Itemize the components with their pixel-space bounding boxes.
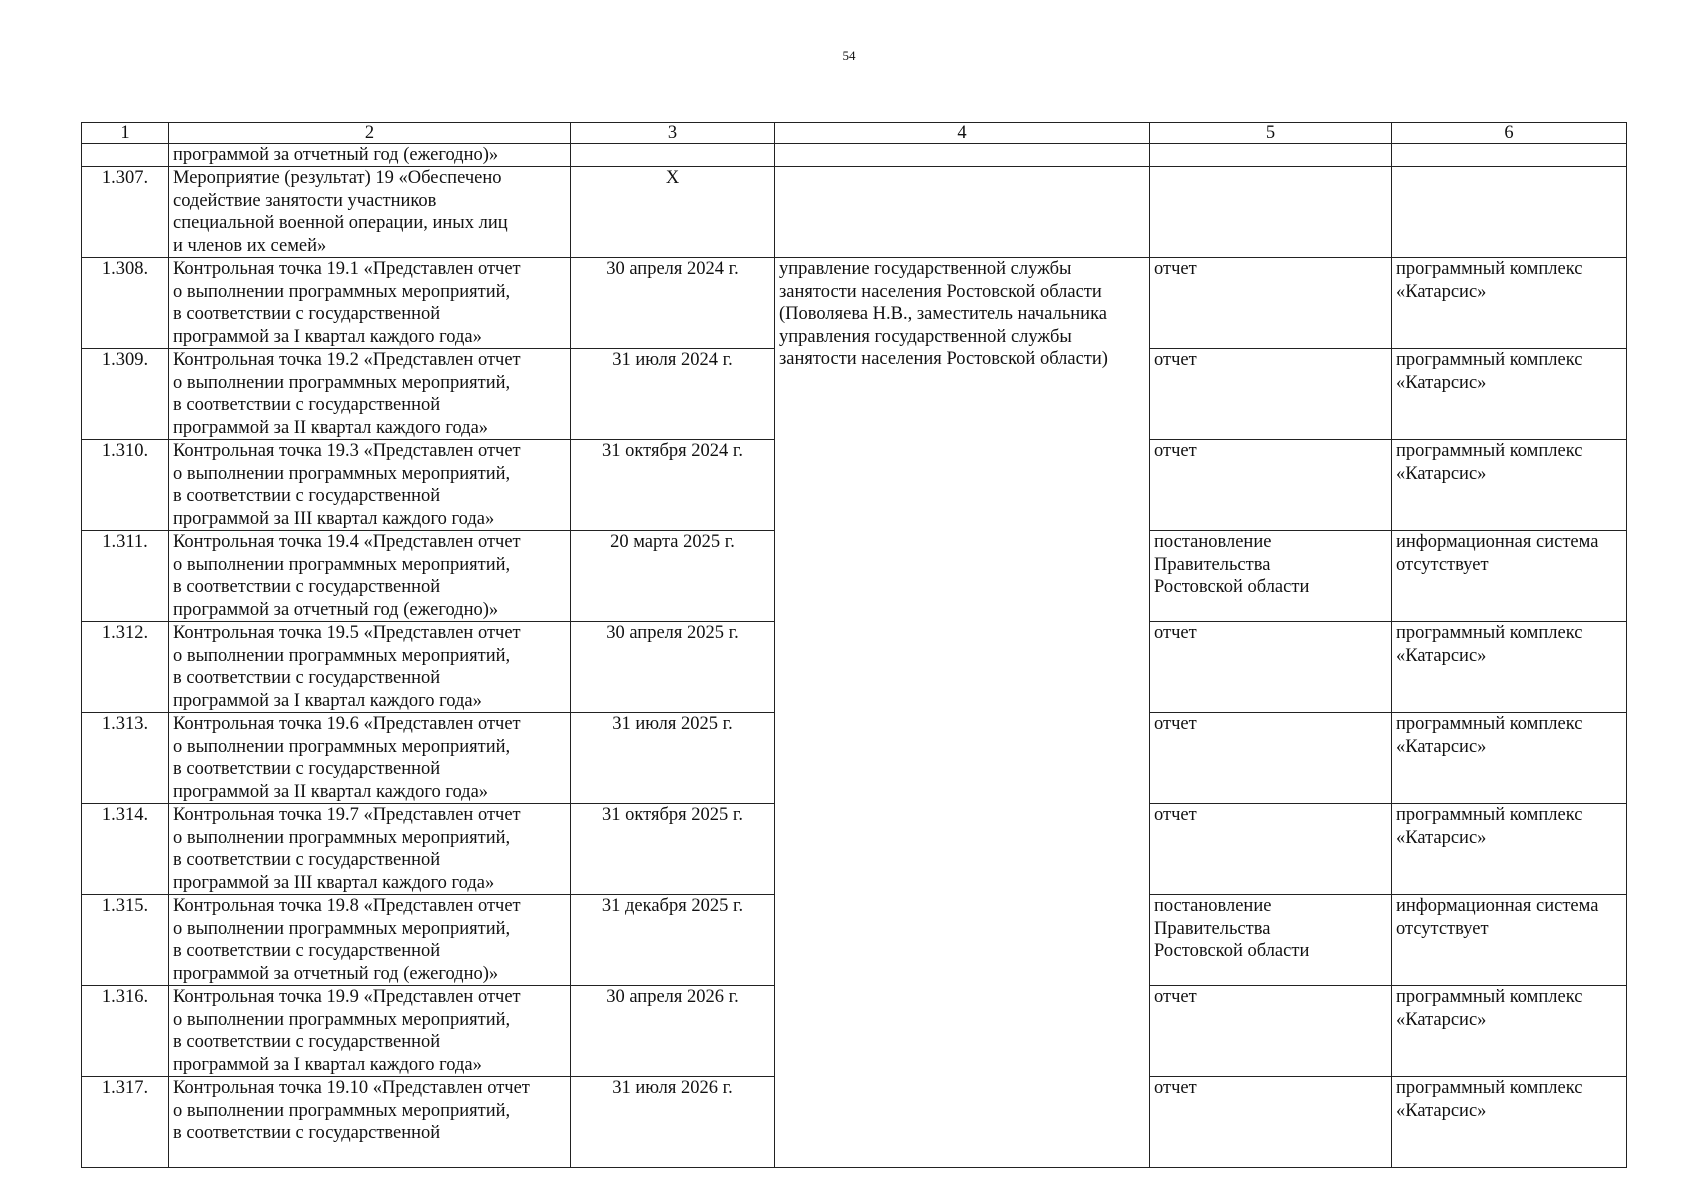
row-number: 1.309. xyxy=(82,349,169,440)
row-document-type: отчет xyxy=(1150,1077,1392,1168)
row-info-system: программный комплекс «Катарсис» xyxy=(1392,1077,1627,1168)
row-date: 31 декабря 2025 г. xyxy=(571,895,775,986)
row-date: 31 июля 2024 г. xyxy=(571,349,775,440)
row-document-type: отчет xyxy=(1150,713,1392,804)
row-document-type: отчет xyxy=(1150,986,1392,1077)
table-body xyxy=(82,123,1627,1168)
row-number: 1.310. xyxy=(82,440,169,531)
row-name: Контрольная точка 19.4 «Представлен отчет о выполнении программных мероприятий, в соответствии с государственной программой за отчетный год (ежегодно)» xyxy=(169,531,571,622)
row-number: 1.313. xyxy=(82,713,169,804)
responsible-executor: управление государственной службы занятости населения Ростовской области (Поволяева Н.В., заместитель начальника управления государственной службы занятости населения Ростовской области) xyxy=(775,258,1150,1168)
control-points-table xyxy=(81,122,1627,1168)
row-number: 1.307. xyxy=(82,167,169,258)
row-number: 1.316. xyxy=(82,986,169,1077)
row-document-type xyxy=(1150,167,1392,258)
row-name: Контрольная точка 19.3 «Представлен отчет о выполнении программных мероприятий, в соответствии с государственной программой за III квартал каждого года» xyxy=(169,440,571,531)
row-number: 1.312. xyxy=(82,622,169,713)
row-name: Контрольная точка 19.5 «Представлен отчет о выполнении программных мероприятий, в соответствии с государственной программой за I квартал каждого года» xyxy=(169,622,571,713)
row-document-type: отчет xyxy=(1150,349,1392,440)
page-number: 54 xyxy=(842,48,856,63)
continuation-row xyxy=(82,144,1627,167)
row-date: 30 апреля 2026 г. xyxy=(571,986,775,1077)
row-info-system: программный комплекс «Катарсис» xyxy=(1392,713,1627,804)
row-name: Контрольная точка 19.9 «Представлен отчет о выполнении программных мероприятий, в соответствии с государственной программой за I квартал каждого года» xyxy=(169,986,571,1077)
row-info-system xyxy=(1392,167,1627,258)
row-document-type: постановление Правительства Ростовской области xyxy=(1150,895,1392,986)
row-document-type: отчет xyxy=(1150,258,1392,349)
column-number: 1 xyxy=(82,123,169,144)
row-document-type: постановление Правительства Ростовской области xyxy=(1150,531,1392,622)
row-info-system: программный комплекс «Катарсис» xyxy=(1392,258,1627,349)
row-date: 31 октября 2025 г. xyxy=(571,804,775,895)
cell-empty xyxy=(775,144,1150,167)
row-document-type: отчет xyxy=(1150,440,1392,531)
cell-empty xyxy=(775,167,1150,258)
row-info-system: информационная система отсутствует xyxy=(1392,531,1627,622)
row-info-system: программный комплекс «Катарсис» xyxy=(1392,349,1627,440)
row-name: Контрольная точка 19.7 «Представлен отчет о выполнении программных мероприятий, в соответствии с государственной программой за III квартал каждого года» xyxy=(169,804,571,895)
row-info-system: программный комплекс «Катарсис» xyxy=(1392,804,1627,895)
row-date: 20 марта 2025 г. xyxy=(571,531,775,622)
table-row xyxy=(82,167,1627,258)
row-number: 1.311. xyxy=(82,531,169,622)
row-number: 1.308. xyxy=(82,258,169,349)
row-number: 1.317. xyxy=(82,1077,169,1168)
column-number: 4 xyxy=(775,123,1150,144)
row-document-type: отчет xyxy=(1150,804,1392,895)
row-number: 1.314. xyxy=(82,804,169,895)
row-info-system: программный комплекс «Катарсис» xyxy=(1392,440,1627,531)
column-number: 6 xyxy=(1392,123,1627,144)
row-info-system: программный комплекс «Катарсис» xyxy=(1392,986,1627,1077)
row-info-system: информационная система отсутствует xyxy=(1392,895,1627,986)
column-number: 3 xyxy=(571,123,775,144)
row-name: Контрольная точка 19.8 «Представлен отчет о выполнении программных мероприятий, в соответствии с государственной программой за отчетный год (ежегодно)» xyxy=(169,895,571,986)
row-date: 31 июля 2026 г. xyxy=(571,1077,775,1168)
row-number: 1.315. xyxy=(82,895,169,986)
row-date: 31 октября 2024 г. xyxy=(571,440,775,531)
row-name: Мероприятие (результат) 19 «Обеспечено содействие занятости участников специальной военной операции, иных лиц и членов их семей» xyxy=(169,167,571,258)
cell-empty xyxy=(571,144,775,167)
row-name: Контрольная точка 19.1 «Представлен отчет о выполнении программных мероприятий, в соответствии с государственной программой за I квартал каждого года» xyxy=(169,258,571,349)
row-name: Контрольная точка 19.10 «Представлен отчет о выполнении программных мероприятий, в соответствии с государственной xyxy=(169,1077,571,1168)
column-number: 5 xyxy=(1150,123,1392,144)
row-name: Контрольная точка 19.6 «Представлен отчет о выполнении программных мероприятий, в соответствии с государственной программой за II квартал каждого года» xyxy=(169,713,571,804)
cell-empty xyxy=(82,144,169,167)
row-date: X xyxy=(571,167,775,258)
row-document-type: отчет xyxy=(1150,622,1392,713)
column-number: 2 xyxy=(169,123,571,144)
cell-empty xyxy=(1392,144,1627,167)
cell-empty xyxy=(1150,144,1392,167)
row-date: 31 июля 2025 г. xyxy=(571,713,775,804)
continuation-text: программой за отчетный год (ежегодно)» xyxy=(169,144,571,167)
row-date: 30 апреля 2024 г. xyxy=(571,258,775,349)
table-row xyxy=(82,258,1627,349)
row-info-system: программный комплекс «Катарсис» xyxy=(1392,622,1627,713)
row-date: 30 апреля 2025 г. xyxy=(571,622,775,713)
row-name: Контрольная точка 19.2 «Представлен отчет о выполнении программных мероприятий, в соответствии с государственной программой за II квартал каждого года» xyxy=(169,349,571,440)
column-number-header-row xyxy=(82,123,1627,144)
